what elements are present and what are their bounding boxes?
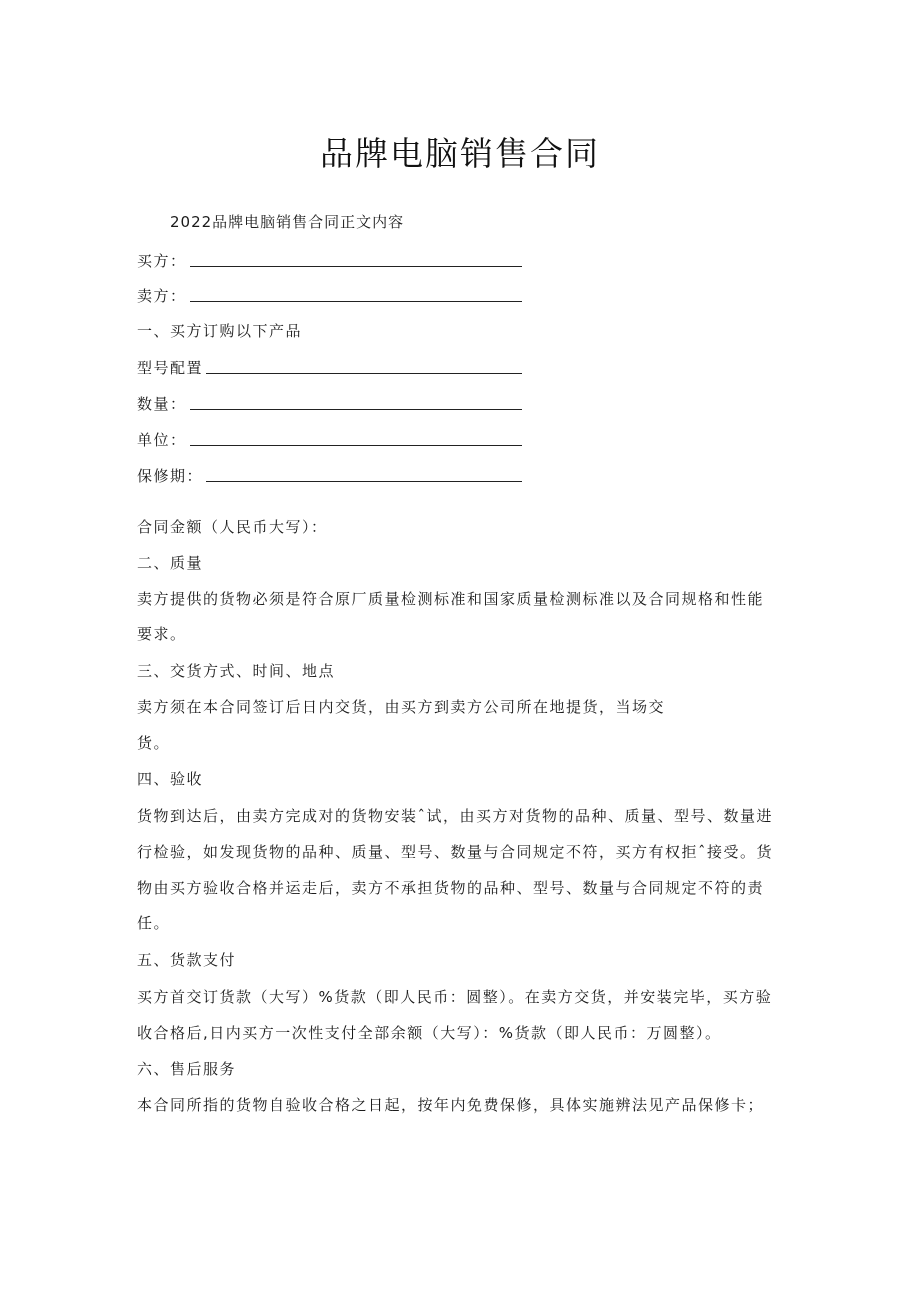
unit-blank-line [190,445,522,446]
section3-line2: 货。 [137,734,171,752]
section4-line2: 行检验，如发现货物的品种、质量、型号、数量与合同规定不符，买方有权拒ˆ接受。货 [137,843,774,861]
warranty-label: 保修期： [137,467,204,485]
model-label: 型号配置 [137,359,204,377]
section5-line1: 买方首交订货款（大写）%货款（即人民币：圆整）。在卖方交货，并安装完毕，买方验 [137,988,773,1006]
section3-heading: 三、交货方式、时间、地点 [137,662,336,680]
seller-blank-line [190,301,522,302]
section4-line1: 货物到达后，由卖方完成对的货物安装ˆ试，由买方对货物的品种、质量、型号、数量进 [137,807,774,825]
seller-label: 卖方： [137,287,187,305]
section2-heading: 二、质量 [137,554,204,572]
unit-label: 单位： [137,431,187,449]
section2-line2: 要求。 [137,625,187,643]
section1-heading: 一、买方订购以下产品 [137,322,303,340]
model-blank-line [206,373,522,374]
buyer-blank-line [190,266,522,267]
section3-line1: 卖方须在本合同签订后日内交货，由买方到卖方公司所在地提货，当场交 [137,698,666,716]
warranty-blank-line [206,481,522,482]
subtitle: 2022品牌电脑销售合同正文内容 [170,213,405,231]
section4-line4: 任。 [137,914,171,932]
section4-line3: 物由买方验收合格并运走后，卖方不承担货物的品种、型号、数量与合同规定不符的责 [137,879,765,897]
section6-heading: 六、售后服务 [137,1060,237,1078]
quantity-blank-line [190,409,522,410]
quantity-label: 数量： [137,395,187,413]
section6-line1: 本合同所指的货物自验收合格之日起，按年内免费保修，具体实施辨法见产品保修卡； [137,1096,765,1114]
page-title: 品牌电脑销售合同 [320,134,600,173]
amount-label: 合同金额（人民币大写）： [137,518,328,536]
section4-heading: 四、验收 [137,770,204,788]
section2-line1: 卖方提供的货物必须是符合原厂质量检测标准和国家质量检测标准以及合同规格和性能 [137,590,765,608]
buyer-label: 买方： [137,252,187,270]
section5-line2: 收合格后,日内买方一次性支付全部余额（大写）：%货款（即人民币：万圆整）。 [137,1024,722,1042]
section5-heading: 五、货款支付 [137,951,237,969]
